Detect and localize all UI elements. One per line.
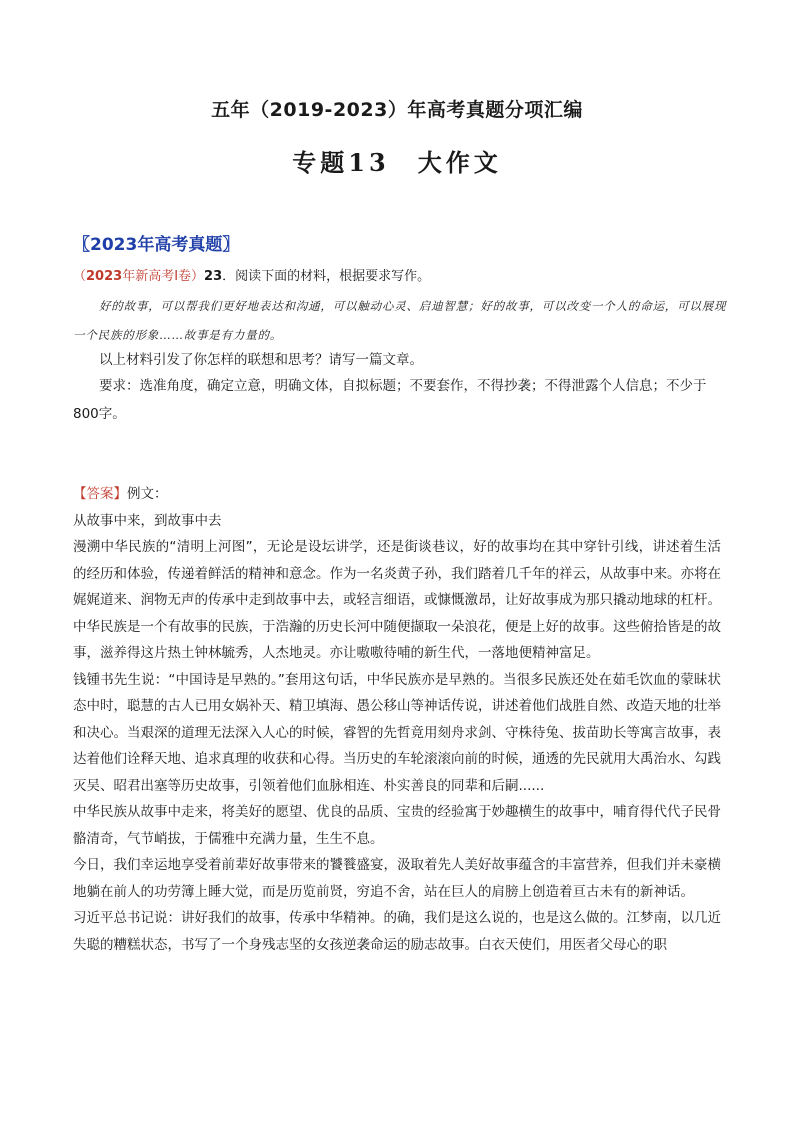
answer-label: 【答案】 [73, 486, 127, 502]
essay-paragraph: 中华民族是一个有故事的民族，于浩瀚的历史长河中随便撷取一朵浪花，便是上好的故事。这些俯拾皆是的故事，滋养得这片热土钟林毓秀，人杰地灵。亦让嗷嗷待哺的新生代，一落地便精神富足。 [73, 618, 721, 661]
essay-paragraph: 习近平总书记说：讲好我们的故事，传承中华精神。的确，我们是这么说的，也是这么做的。江梦南，以几近失聪的糟糕状态，书写了一个身残志坚的女孩逆袭命运的励志故事。白衣天使们，用医者父母心的职 [73, 910, 721, 953]
essay-paragraph: 中华民族从故事中走来，将美好的愿望、优良的品质、宝贵的经验寓于妙趣横生的故事中，哺育得代代子民骨骼清奇，气节峭拔，于儒雅中充满力量，生生不息。 [73, 804, 721, 847]
writing-requirement: 要求：选准角度，确定立意，明确文体，自拟标题；不要套作，不得抄袭；不得泄露个人信息；不少于800字。 [73, 378, 707, 422]
section-heading: 〖2023年高考真题〗 [73, 235, 240, 255]
writing-prompt: 以上材料引发了你怎样的联想和思考？请写一篇文章。 [99, 352, 423, 368]
question-instruction: ．阅读下面的材料，根据要求写作。 [222, 269, 431, 284]
essay-paragraph: 漫溯中华民族的“清明上河图”，无论是设坛讲学，还是街谈巷议，好的故事均在其中穿针引线，讲述着生活的经历和体验，传递着鲜活的精神和意念。作为一名炎黄子孙，我们踏着几千年的祥云，从故事中来。亦将在娓娓道来、润物无声的传承中走到故事中去，或轻言细语，或慷慨激昂，让好故事成为那只撬动地球的杠杆。 [73, 539, 721, 608]
question-source-open: （ [73, 269, 87, 284]
answer-header [73, 481, 721, 508]
essay-body [73, 534, 721, 958]
question-source-year: 2023 [86, 269, 123, 284]
answer-block [73, 481, 721, 958]
answer-intro: 例文： [127, 486, 168, 502]
page-title: 五年（2019-2023）年高考真题分项汇编 [211, 99, 583, 121]
essay-title: 从故事中来，到故事中去 [73, 512, 222, 529]
essay-paragraph: 钱锺书先生说：“中国诗是早熟的。”套用这句话，中华民族亦是早熟的。当很多民族还处在茹毛饮血的蒙昧状态中时，聪慧的古人已用女娲补天、精卫填海、愚公移山等神话传说，讲述着他们战胜自然、改造天地的壮举和决心。当艰深的道理无法深入人心的时候，睿智的先哲竟用刻舟求剑、守株待兔、拔苗助长等寓言故事，表达着他们诠释天地、追求真理的收获和心得。当历史的车轮滚滚向前的时候，通透的先民就用大禹治水、勾践灭吴、昭君出塞等历史故事，引领着他们血脉相连、朴实善良的同辈和后嗣...... [73, 671, 721, 794]
topic-subtitle: 专题13 大作文 [292, 148, 502, 177]
essay-paragraph: 今日，我们幸运地享受着前辈好故事带来的饕餮盛宴，汲取着先人美好故事蕴含的丰富营养，但我们并未豪横地躺在前人的功劳簿上睡大觉，而是历览前贤，穷追不舍，站在巨人的肩膀上创造着亘古未有的新神话。 [73, 857, 721, 900]
question-source-text: 年新高考Ⅰ卷） [122, 269, 205, 284]
question-line [73, 266, 733, 288]
reading-material: 好的故事，可以帮我们更好地表达和沟通，可以触动心灵、启迪智慧；好的故事，可以改变一个人的命运，可以展现一个民族的形象……故事是有力量的。 [73, 299, 727, 342]
question-number: 23 [204, 269, 223, 284]
